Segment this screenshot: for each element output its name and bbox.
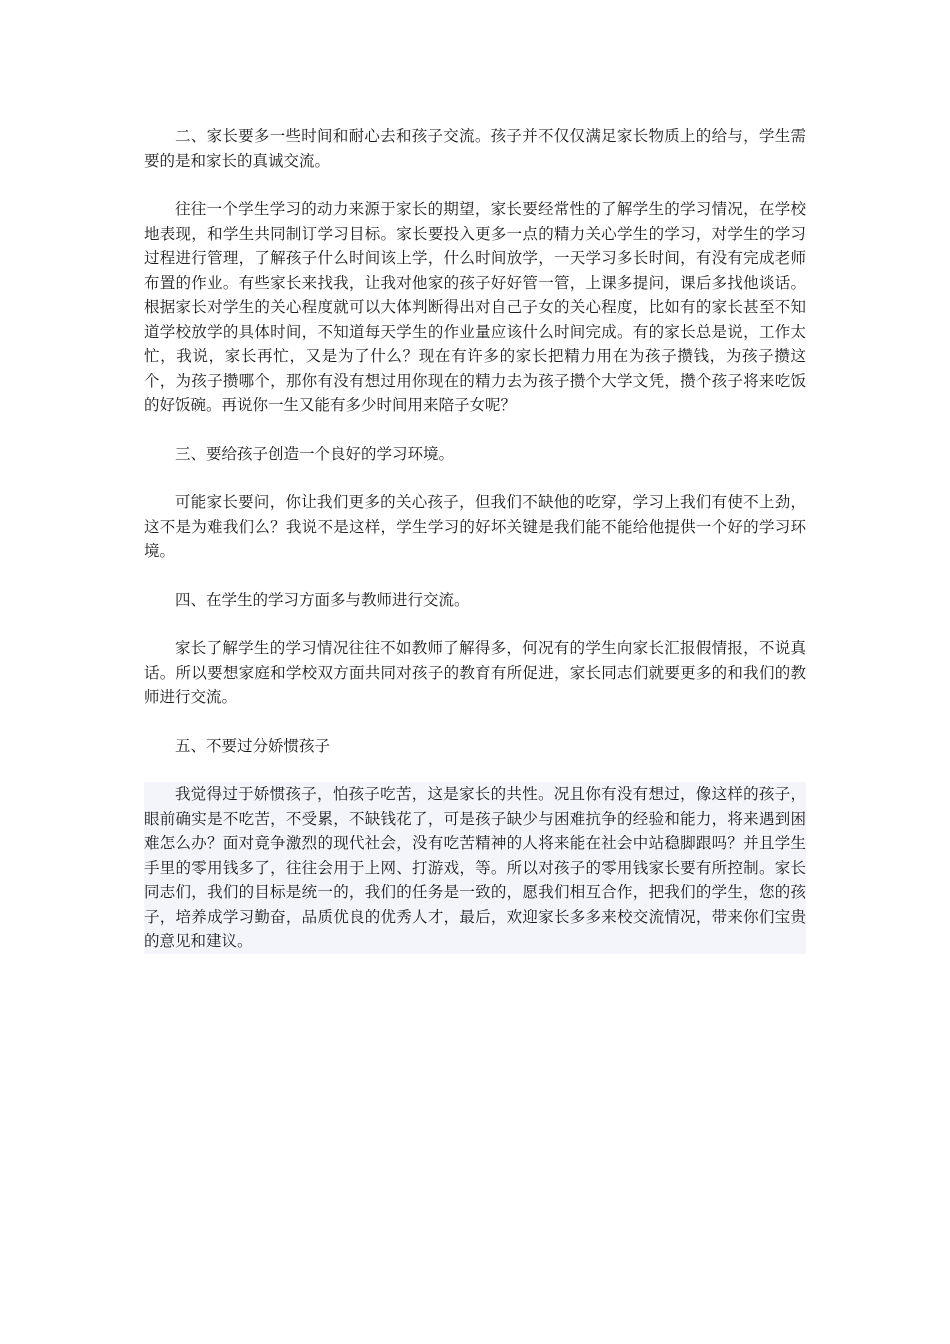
paragraph-gap xyxy=(144,758,806,782)
paragraph-gap xyxy=(144,710,806,734)
paragraph-gap xyxy=(144,173,806,197)
document-page xyxy=(144,124,806,954)
section-5-body: 我觉得过于娇惯孩子，怕孩子吃苦，这是家长的共性。况且你有没有想过，像这样的孩子，眼前确实是不吃苦，不受累，不缺钱花了，可是孩子缺少与困难抗争的经验和能力，将来遇到困难怎么办？面对竟争激烈的现代社会，没有吃苦精神的人将来能在社会中站稳脚跟吗？并且学生手里的零用钱多了，往往会用于上网、打游戏，等。所以对孩子的零用钱家长要有所控制。家长同志们，我们的目标是统一的，我们的任务是一致的，愿我们相互合作，把我们的学生，您的孩子，培养成学习勤奋，品质优良的优秀人才，最后，欢迎家长多多来校交流情况，带来你们宝贵的意见和建议。 xyxy=(144,782,806,954)
paragraph-gap xyxy=(144,466,806,490)
section-2-heading: 二、家长要多一些时间和耐心去和孩子交流。孩子并不仅仅满足家长物质上的给与，学生需要的是和家长的真诚交流。 xyxy=(144,127,806,170)
section-3-heading: 三、要给孩子创造一个良好的学习环境。 xyxy=(175,444,455,463)
section-5-heading: 五、不要过分娇惯孩子 xyxy=(175,736,331,755)
paragraph-gap xyxy=(144,564,806,588)
section-4-body: 家长了解学生的学习情况往往不如教师了解得多，何况有的学生向家长汇报假情报，不说真话。所以要想家庭和学校双方面共同对孩子的教育有所促进，家长同志们就要更多的和我们的教师进行交流。 xyxy=(144,639,806,706)
paragraph-gap xyxy=(144,418,806,442)
section-4-heading: 四、在学生的学习方面多与教师进行交流。 xyxy=(175,590,470,609)
section-2-body: 往往一个学生学习的动力来源于家长的期望，家长要经常性的了解学生的学习情况，在学校地表现，和学生共同制订学习目标。家长要投入更多一点的精力关心学生的学习，对学生的学习过程进行管理，了解孩子什么时间该上学，什么时间放学，一天学习多长时间，有没有完成老师布置的作业。有些家长来找我，让我对他家的孩子好好管一管，上课多提问，课后多找他谈话。根据家长对学生的关心程度就可以大体判断得出对自己子女的关心程度，比如有的家长甚至不知道学校放学的具体时间，不知道每天学生的作业量应该什么时间完成。有的家长总是说，工作太忙，我说，家长再忙，又是为了什么？现在有许多的家长把精力用在为孩子攒钱，为孩子攒这个，为孩子攒哪个，那你有没有想过用你现在的精力去为孩子攒个大学文凭，攒个孩子将来吃饭的好饭碗。再说你一生又能有多少时间用来陪子女呢？ xyxy=(144,200,806,414)
section-3-body: 可能家长要问，你让我们更多的关心孩子，但我们不缺他的吃穿，学习上我们有使不上劲，这不是为难我们么？我说不是这样，学生学习的好坏关键是我们能不能给他提供一个好的学习环境。 xyxy=(144,493,806,560)
paragraph-gap xyxy=(144,612,806,636)
